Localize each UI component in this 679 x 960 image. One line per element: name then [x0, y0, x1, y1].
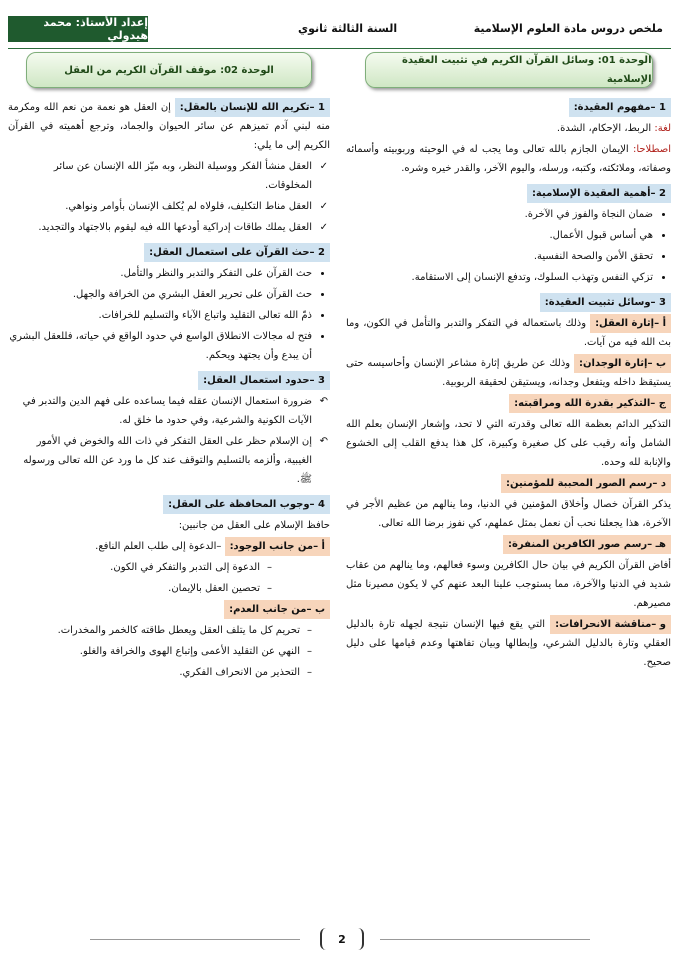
list-item: • تحقق الأمن والصحة النفسية. — [346, 247, 653, 266]
unit2-title: الوحدة 02: موقف القرآن الكريم من العقل — [26, 52, 311, 88]
list-item: ↶ إن الإسلام حظر على العقل التفكر في ذات الله والخوض في الأمور الغيبية، وألزمه بالتسليم والتوقف عند كل ما ورد عن الله تعالى ورسوله ﷺ. — [8, 432, 312, 489]
list-item: • ذمّ الله تعالى التقليد واتباع الآباء والتسليم للخرافات. — [8, 306, 312, 325]
unit1-section1-heading: 1 –مفهوم العقيدة: — [569, 98, 671, 117]
istilah-definition: اصطلاحا: الإيمان الجازم بالله تعالى وما يجب له في الوحيته وربوبيته وأسمائه وصفاته، وملائكته، وكتبه، ورسله، واليوم الآخر، والقدر خيره وشره. — [346, 144, 671, 174]
list-item: ✓ العقل مناط التكليف، فلولاه لم يُكلف الإنسان بأوامر ونواهي. — [8, 197, 312, 216]
importance-list — [346, 205, 671, 287]
list-item: • حث القرآن على التفكر والتدبر والنظر والتأمل. — [8, 264, 312, 283]
existence-side: أ –من جانب الوجود: –الدعوة إلى طلب العلم النافع. — [8, 537, 330, 556]
means-d-text: يذكر القرآن خصال وأخلاق المؤمنين في الدنيا، وما ينالهم من عظيم الأجر في الآخرة، هذا يجعلنا نحب أن نعمل بمثل عملهم، كي نفوز برضا الله تعالى. — [346, 499, 671, 529]
list-item: – التحذير من الانحراف الفكري. — [8, 663, 300, 682]
level-label: السنة الثالثة ثانوي — [298, 22, 398, 35]
unit1-column — [346, 52, 671, 674]
lugha-definition: لغة: الربط، الإحكام، الشدة. — [556, 123, 671, 134]
author-box: إعداد الأستاذ: محمد هيدولي — [8, 16, 148, 42]
footer-rule-right — [380, 939, 590, 940]
unit2-section3-heading: 3 –حدود استعمال العقل: — [198, 371, 330, 390]
list-item: • ضمان النجاة والفوز في الآخرة. — [346, 205, 653, 224]
list-item: • تزكي النفس وتهذب السلوك، وتدفع الإنسان إلى الاستقامة. — [346, 268, 653, 287]
means-w: و –مناقشة الانحرافات: التي يقع فيها الإنسان نتيجة لجهله تارة بالدليل العقلي وتارة بالدليل الشرعي، وإبطالها وبيان تفاهتها وعدم قيامها على دليل صحيح. — [346, 615, 671, 672]
list-item: • حث القرآن على تحرير العقل البشري من الخرافة والجهل. — [8, 285, 312, 304]
unit2-column — [8, 52, 330, 684]
means-c-label: ج –التذكير بقدرة الله ومراقبته: — [509, 394, 671, 413]
list-item: ✓ العقل منشأ الفكر ووسيلة النظر، وبه ميّز الله الإنسان عن سائر المخلوقات. — [8, 157, 312, 195]
list-item: ↶ ضرورة استعمال الإنسان عقله فيما يساعده على فهم الدين والتدبر في الآيات الكونية والشرعية، وفي حدود ما خلق له. — [8, 392, 312, 430]
unit1-title: الوحدة 01: وسائل القرآن الكريم في تثبيت العقيدة الإسلامية — [365, 52, 653, 88]
list-item: ✓ العقل يملك طاقات إدراكية أودعها الله فيه ليقوم بالاجتهاد والتجديد. — [8, 218, 312, 237]
page-footer — [90, 928, 590, 950]
list-item: • فتح له مجالات الانطلاق الواسع في حدود الواقع في حياته، فللعقل البشري أن يبدع وأن يجتهد ويحكم. — [8, 327, 312, 365]
unit1-section3-heading: 3 –وسائل تثبيت العقيدة: — [540, 293, 671, 312]
nonexistence-list — [8, 621, 330, 682]
unit2-section1: 1 –تكريم الله للإنسان بالعقل: إن العقل هو نعمة من نعم الله ومكرمة منه لبني آدم تميزهم عن سائر الحيوان والجماد، وترجع أهميته في القرآن الكريم إلى ما يلي: — [8, 94, 330, 155]
unit2-section2-heading: 2 –حث القرآن على استعمال العقل: — [144, 243, 330, 262]
means-c-text: التذكير الدائم بعظمة الله تعالى وقدرته التي لا تحد، وإشعار الإنسان بعلم الله الشامل وأنه رقيب على كل صغيرة وكبيرة، كل هذا يدفع القلب إلى الخشوع والإنابة لله وحده. — [346, 419, 671, 468]
list-item: – تحريم كل ما يتلف العقل ويعطل طاقته كالخمر والمخدرات. — [8, 621, 300, 640]
mind-use-list — [8, 264, 330, 365]
unit1-section2-heading: 2 –أهمية العقيدة الإسلامية: — [527, 184, 671, 203]
page-header — [8, 10, 671, 46]
list-item: – النهي عن التقليد الأعمى وإتباع الهوى والخرافة والغلو. — [8, 642, 300, 661]
list-item: – الدعوة إلى التدبر والتفكر في الكون. — [8, 558, 260, 577]
subject-title: ملخص دروس مادة العلوم الإسلامية — [473, 22, 663, 35]
mind-limits-list — [8, 392, 330, 489]
mind-importance-list — [8, 157, 330, 237]
means-h-text: أفاض القرآن الكريم في بيان حال الكافرين وسوء فعالهم، وما ينالهم من عقاب شديد في الدنيا والآخرة، مما يستوجب علينا البعد عنهم كي لا يكون مصيرنا مثل مصيرهم. — [346, 560, 671, 609]
unit2-section4-heading: 4 –وجوب المحافظة على العقل: — [163, 495, 330, 514]
means-d-label: د –رسم الصور المحببة للمؤمنين: — [501, 474, 671, 493]
header-divider — [8, 48, 671, 49]
nonexistence-label: ب –من جانب العدم: — [224, 600, 330, 619]
unit2-section4-text: حافظ الإسلام على العقل من جانبين: — [178, 520, 330, 531]
means-h-label: هـ –رسم صور الكافرين المنفرة: — [503, 535, 671, 554]
existence-list — [8, 558, 330, 598]
list-item: • هي أساس قبول الأعمال. — [346, 226, 653, 245]
page-number: 2 — [320, 928, 364, 950]
means-b: ب –إثارة الوجدان: وذلك عن طريق إثارة مشاعر الإنسان وأحاسيسه حتى يستيقظ داخله ويتفعل وجدانه، ويستيقن لحقيقة الربوبية. — [346, 354, 671, 392]
footer-rule-left — [90, 939, 300, 940]
list-item: – تحصين العقل بالإيمان. — [8, 579, 260, 598]
means-a: أ –إثارة العقل: وذلك باستعماله في التفكر والتدبر والتأمل في الكون، وما بث الله فيه من آيات. — [346, 314, 671, 352]
